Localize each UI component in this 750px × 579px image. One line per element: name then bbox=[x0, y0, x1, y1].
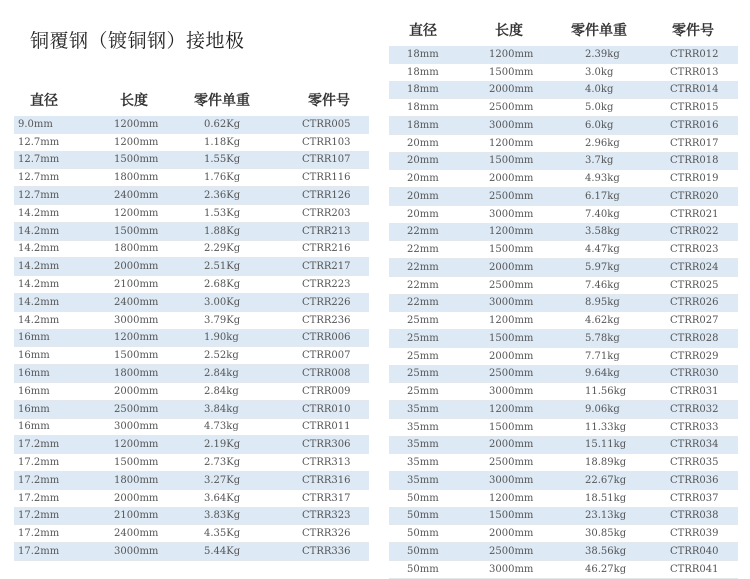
cell-diameter: 14.2mm bbox=[18, 296, 60, 308]
cell-diameter: 50mm bbox=[407, 492, 439, 504]
table-row bbox=[389, 383, 738, 401]
cell-diameter: 18mm bbox=[407, 119, 439, 131]
cell-weight: 4.47kg bbox=[585, 244, 620, 256]
cell-diameter: 14.2mm bbox=[18, 314, 60, 326]
cell-weight: 1.53Kg bbox=[204, 207, 241, 219]
table-row bbox=[389, 543, 738, 561]
cell-weight: 7.40kg bbox=[585, 208, 620, 220]
cell-length: 1200mm bbox=[114, 332, 159, 344]
cell-weight: 2.36Kg bbox=[204, 190, 241, 202]
cell-weight: 2.73Kg bbox=[204, 457, 241, 469]
cell-part-number: CTRR008 bbox=[302, 368, 351, 380]
cell-part-number: CTRR017 bbox=[670, 137, 719, 149]
cell-part-number: CTRR323 bbox=[302, 510, 351, 522]
table-row bbox=[389, 188, 738, 206]
cell-weight: 11.56kg bbox=[585, 386, 627, 398]
cell-part-number: CTRR223 bbox=[302, 279, 351, 291]
table-body bbox=[389, 46, 738, 579]
cell-diameter: 17.2mm bbox=[18, 546, 60, 558]
cell-diameter: 17.2mm bbox=[18, 492, 60, 504]
cell-part-number: CTRR013 bbox=[670, 66, 719, 78]
cell-diameter: 25mm bbox=[407, 315, 439, 327]
cell-weight: 2.51Kg bbox=[204, 261, 241, 273]
table-row bbox=[389, 348, 738, 366]
cell-diameter: 50mm bbox=[407, 528, 439, 540]
table-row bbox=[14, 134, 369, 152]
cell-weight: 2.68Kg bbox=[204, 279, 241, 291]
cell-length: 2000mm bbox=[489, 84, 534, 96]
cell-length: 2500mm bbox=[489, 279, 534, 291]
cell-diameter: 14.2mm bbox=[18, 207, 60, 219]
cell-part-number: CTRR021 bbox=[670, 208, 719, 220]
header-part-number: 零件号 bbox=[672, 23, 714, 39]
cell-diameter: 22mm bbox=[407, 261, 439, 273]
cell-length: 1500mm bbox=[114, 154, 159, 166]
cell-weight: 3.84kg bbox=[204, 403, 239, 415]
cell-weight: 4.0kg bbox=[585, 84, 614, 96]
table-row bbox=[14, 365, 369, 383]
cell-part-number: CTRR034 bbox=[670, 439, 719, 451]
cell-length: 2500mm bbox=[489, 190, 534, 202]
table-row bbox=[389, 490, 738, 508]
cell-length: 2000mm bbox=[489, 439, 534, 451]
table-row bbox=[389, 312, 738, 330]
cell-part-number: CTRR213 bbox=[302, 225, 351, 237]
cell-diameter: 16mm bbox=[18, 403, 50, 415]
cell-part-number: CTRR015 bbox=[670, 102, 719, 114]
cell-part-number: CTRR007 bbox=[302, 350, 351, 362]
cell-length: 1200mm bbox=[114, 136, 159, 148]
table-row bbox=[14, 276, 369, 294]
cell-diameter: 22mm bbox=[407, 226, 439, 238]
cell-length: 2400mm bbox=[114, 190, 159, 202]
table-row bbox=[389, 401, 738, 419]
cell-length: 2000mm bbox=[114, 261, 159, 273]
cell-length: 1200mm bbox=[489, 403, 534, 415]
table-row bbox=[389, 437, 738, 455]
table-body bbox=[14, 116, 369, 561]
cell-diameter: 17.2mm bbox=[18, 528, 60, 540]
table-row bbox=[389, 295, 738, 313]
cell-part-number: CTRR316 bbox=[302, 474, 351, 486]
cell-length: 1800mm bbox=[114, 243, 159, 255]
cell-weight: 18.89kg bbox=[585, 457, 627, 469]
cell-part-number: CTRR038 bbox=[670, 510, 719, 522]
cell-weight: 4.62kg bbox=[585, 315, 620, 327]
cell-part-number: CTRR203 bbox=[302, 207, 351, 219]
cell-diameter: 17.2mm bbox=[18, 510, 60, 522]
cell-diameter: 12.7mm bbox=[18, 172, 60, 184]
cell-length: 2500mm bbox=[489, 457, 534, 469]
cell-weight: 3.58kg bbox=[585, 226, 620, 238]
page-title: 铜覆钢（镀铜钢）接地极 bbox=[30, 30, 245, 52]
cell-weight: 3.00Kg bbox=[204, 296, 241, 308]
cell-diameter: 25mm bbox=[407, 386, 439, 398]
cell-diameter: 14.2mm bbox=[18, 243, 60, 255]
cell-diameter: 16mm bbox=[18, 421, 50, 433]
cell-part-number: CTRR009 bbox=[302, 385, 351, 397]
table-row bbox=[14, 169, 369, 187]
cell-length: 3000mm bbox=[489, 119, 534, 131]
cell-weight: 2.39kg bbox=[585, 48, 620, 60]
cell-part-number: CTRR020 bbox=[670, 190, 719, 202]
cell-weight: 5.97kg bbox=[585, 261, 620, 273]
cell-diameter: 35mm bbox=[407, 403, 439, 415]
cell-weight: 2.29Kg bbox=[204, 243, 241, 255]
cell-diameter: 16mm bbox=[18, 332, 50, 344]
cell-diameter: 35mm bbox=[407, 421, 439, 433]
cell-weight: 15.11kg bbox=[585, 439, 627, 451]
header-part-number: 零件号 bbox=[308, 93, 350, 109]
table-row bbox=[14, 490, 369, 508]
cell-weight: 3.27Kg bbox=[204, 474, 241, 486]
cell-part-number: CTRR028 bbox=[670, 332, 719, 344]
cell-length: 2400mm bbox=[114, 528, 159, 540]
cell-weight: 46.27kg bbox=[585, 563, 627, 575]
cell-diameter: 50mm bbox=[407, 510, 439, 522]
cell-weight: 7.71kg bbox=[585, 350, 620, 362]
cell-diameter: 14.2mm bbox=[18, 225, 60, 237]
cell-diameter: 18mm bbox=[407, 48, 439, 60]
table-header bbox=[389, 14, 738, 46]
cell-part-number: CTRR019 bbox=[670, 173, 719, 185]
cell-length: 2000mm bbox=[489, 528, 534, 540]
cell-part-number: CTRR116 bbox=[302, 172, 351, 184]
cell-weight: 5.44Kg bbox=[204, 546, 241, 558]
cell-part-number: CTRR018 bbox=[670, 155, 719, 167]
cell-length: 1800mm bbox=[114, 172, 159, 184]
cell-length: 1500mm bbox=[114, 225, 159, 237]
table-row bbox=[389, 472, 738, 490]
cell-diameter: 16mm bbox=[18, 350, 50, 362]
table-row bbox=[14, 454, 369, 472]
cell-part-number: CTRR006 bbox=[302, 332, 351, 344]
cell-diameter: 17.2mm bbox=[18, 474, 60, 486]
table-row bbox=[14, 241, 369, 259]
table-header bbox=[14, 84, 369, 116]
cell-weight: 5.78kg bbox=[585, 332, 620, 344]
cell-length: 2500mm bbox=[114, 403, 159, 415]
table-row bbox=[389, 170, 738, 188]
cell-part-number: CTRR016 bbox=[670, 119, 719, 131]
table-row bbox=[14, 152, 369, 170]
cell-part-number: CTRR317 bbox=[302, 492, 351, 504]
cell-part-number: CTRR032 bbox=[670, 403, 719, 415]
cell-diameter: 20mm bbox=[407, 173, 439, 185]
cell-length: 3000mm bbox=[114, 421, 159, 433]
table-row bbox=[14, 347, 369, 365]
cell-length: 1200mm bbox=[489, 137, 534, 149]
cell-weight: 30.85kg bbox=[585, 528, 627, 540]
cell-length: 1500mm bbox=[489, 66, 534, 78]
cell-diameter: 25mm bbox=[407, 350, 439, 362]
table-row bbox=[14, 187, 369, 205]
cell-weight: 5.0kg bbox=[585, 102, 614, 114]
cell-weight: 2.19Kg bbox=[204, 439, 241, 451]
cell-part-number: CTRR010 bbox=[302, 403, 351, 415]
table-row bbox=[14, 543, 369, 561]
cell-length: 1200mm bbox=[114, 439, 159, 451]
header-diameter: 直径 bbox=[30, 93, 58, 109]
cell-diameter: 14.2mm bbox=[18, 279, 60, 291]
cell-diameter: 12.7mm bbox=[18, 136, 60, 148]
cell-diameter: 25mm bbox=[407, 332, 439, 344]
cell-weight: 1.76Kg bbox=[204, 172, 241, 184]
cell-weight: 4.73kg bbox=[204, 421, 239, 433]
cell-weight: 18.51kg bbox=[585, 492, 627, 504]
cell-part-number: CTRR103 bbox=[302, 136, 351, 148]
cell-length: 1500mm bbox=[489, 332, 534, 344]
table-row bbox=[14, 472, 369, 490]
cell-weight: 3.0kg bbox=[585, 66, 614, 78]
cell-length: 1200mm bbox=[114, 207, 159, 219]
cell-diameter: 20mm bbox=[407, 155, 439, 167]
table-row bbox=[389, 64, 738, 82]
cell-weight: 7.46kg bbox=[585, 279, 620, 291]
table-row bbox=[389, 454, 738, 472]
cell-part-number: CTRR012 bbox=[670, 48, 719, 60]
cell-part-number: CTRR236 bbox=[302, 314, 351, 326]
table-row bbox=[14, 116, 369, 134]
table-row bbox=[389, 241, 738, 259]
cell-part-number: CTRR027 bbox=[670, 315, 719, 327]
cell-length: 3000mm bbox=[489, 563, 534, 575]
table-row bbox=[389, 153, 738, 171]
cell-length: 3000mm bbox=[114, 546, 159, 558]
cell-length: 1800mm bbox=[114, 474, 159, 486]
table-row bbox=[14, 508, 369, 526]
table-row bbox=[389, 135, 738, 153]
cell-part-number: CTRR022 bbox=[670, 226, 719, 238]
table-row bbox=[14, 419, 369, 437]
cell-length: 2000mm bbox=[114, 492, 159, 504]
cell-part-number: CTRR031 bbox=[670, 386, 719, 398]
cell-diameter: 22mm bbox=[407, 279, 439, 291]
table-row bbox=[14, 205, 369, 223]
cell-diameter: 35mm bbox=[407, 474, 439, 486]
cell-weight: 1.18Kg bbox=[204, 136, 241, 148]
cell-length: 2400mm bbox=[114, 296, 159, 308]
cell-part-number: CTRR023 bbox=[670, 244, 719, 256]
cell-length: 1800mm bbox=[114, 368, 159, 380]
table-row bbox=[389, 259, 738, 277]
cell-weight: 3.83Kg bbox=[204, 510, 241, 522]
cell-weight: 8.95kg bbox=[585, 297, 620, 309]
cell-diameter: 25mm bbox=[407, 368, 439, 380]
cell-weight: 2.84kg bbox=[204, 385, 239, 397]
cell-length: 3000mm bbox=[489, 297, 534, 309]
cell-part-number: CTRR226 bbox=[302, 296, 351, 308]
table-row bbox=[389, 330, 738, 348]
table-row bbox=[14, 312, 369, 330]
table-row bbox=[389, 561, 738, 579]
cell-diameter: 50mm bbox=[407, 545, 439, 557]
cell-weight: 2.52kg bbox=[204, 350, 239, 362]
cell-part-number: CTRR041 bbox=[670, 563, 719, 575]
cell-length: 1200mm bbox=[114, 118, 159, 130]
cell-diameter: 12.7mm bbox=[18, 190, 60, 202]
cell-diameter: 35mm bbox=[407, 457, 439, 469]
cell-length: 1500mm bbox=[489, 421, 534, 433]
cell-length: 1200mm bbox=[489, 492, 534, 504]
cell-weight: 9.64kg bbox=[585, 368, 620, 380]
cell-length: 3000mm bbox=[114, 314, 159, 326]
cell-diameter: 14.2mm bbox=[18, 261, 60, 273]
cell-weight: 3.7kg bbox=[585, 155, 614, 167]
cell-weight: 1.88Kg bbox=[204, 225, 241, 237]
cell-weight: 11.33kg bbox=[585, 421, 627, 433]
table-row bbox=[389, 99, 738, 117]
cell-length: 1500mm bbox=[114, 350, 159, 362]
table-row bbox=[14, 223, 369, 241]
cell-diameter: 18mm bbox=[407, 66, 439, 78]
cell-diameter: 20mm bbox=[407, 190, 439, 202]
table-row bbox=[389, 224, 738, 242]
spec-table-left bbox=[14, 84, 369, 561]
cell-length: 3000mm bbox=[489, 474, 534, 486]
cell-weight: 4.93kg bbox=[585, 173, 620, 185]
cell-part-number: CTRR040 bbox=[670, 545, 719, 557]
table-row bbox=[14, 294, 369, 312]
cell-weight: 6.0kg bbox=[585, 119, 614, 131]
cell-diameter: 35mm bbox=[407, 439, 439, 451]
cell-diameter: 16mm bbox=[18, 368, 50, 380]
cell-part-number: CTRR126 bbox=[302, 190, 351, 202]
cell-diameter: 16mm bbox=[18, 385, 50, 397]
cell-part-number: CTRR033 bbox=[670, 421, 719, 433]
table-row bbox=[14, 383, 369, 401]
cell-length: 1200mm bbox=[489, 226, 534, 238]
cell-diameter: 18mm bbox=[407, 84, 439, 96]
table-row bbox=[389, 82, 738, 100]
cell-weight: 3.79Kg bbox=[204, 314, 241, 326]
cell-part-number: CTRR326 bbox=[302, 528, 351, 540]
cell-part-number: CTRR336 bbox=[302, 546, 351, 558]
cell-part-number: CTRR011 bbox=[302, 421, 351, 433]
cell-part-number: CTRR014 bbox=[670, 84, 719, 96]
cell-weight: 4.35Kg bbox=[204, 528, 241, 540]
table-row bbox=[389, 206, 738, 224]
cell-length: 1500mm bbox=[489, 155, 534, 167]
table-row bbox=[389, 419, 738, 437]
cell-length: 2100mm bbox=[114, 279, 159, 291]
table-row bbox=[389, 277, 738, 295]
cell-weight: 2.84kg bbox=[204, 368, 239, 380]
table-row bbox=[389, 525, 738, 543]
cell-weight: 22.67kg bbox=[585, 474, 627, 486]
cell-length: 1500mm bbox=[114, 457, 159, 469]
cell-length: 2000mm bbox=[489, 173, 534, 185]
cell-length: 3000mm bbox=[489, 386, 534, 398]
cell-diameter: 17.2mm bbox=[18, 439, 60, 451]
cell-part-number: CTRR035 bbox=[670, 457, 719, 469]
cell-part-number: CTRR005 bbox=[302, 118, 351, 130]
cell-weight: 3.64Kg bbox=[204, 492, 241, 504]
cell-weight: 2.96kg bbox=[585, 137, 620, 149]
cell-length: 2500mm bbox=[489, 545, 534, 557]
cell-weight: 1.90kg bbox=[204, 332, 239, 344]
header-weight: 零件单重 bbox=[571, 23, 627, 39]
cell-part-number: CTRR313 bbox=[302, 457, 351, 469]
cell-weight: 0.62Kg bbox=[204, 118, 241, 130]
header-length: 长度 bbox=[120, 93, 148, 109]
table-row bbox=[389, 508, 738, 526]
table-row bbox=[14, 258, 369, 276]
cell-length: 2500mm bbox=[489, 368, 534, 380]
cell-part-number: CTRR029 bbox=[670, 350, 719, 362]
cell-part-number: CTRR216 bbox=[302, 243, 351, 255]
table-row bbox=[14, 401, 369, 419]
cell-weight: 38.56kg bbox=[585, 545, 627, 557]
cell-weight: 9.06kg bbox=[585, 403, 620, 415]
cell-part-number: CTRR024 bbox=[670, 261, 719, 273]
cell-diameter: 9.0mm bbox=[18, 118, 53, 130]
cell-part-number: CTRR030 bbox=[670, 368, 719, 380]
table-row bbox=[14, 330, 369, 348]
cell-part-number: CTRR039 bbox=[670, 528, 719, 540]
cell-diameter: 22mm bbox=[407, 297, 439, 309]
cell-length: 1500mm bbox=[489, 510, 534, 522]
cell-length: 2100mm bbox=[114, 510, 159, 522]
table-row bbox=[389, 117, 738, 135]
cell-length: 2000mm bbox=[114, 385, 159, 397]
cell-diameter: 17.2mm bbox=[18, 457, 60, 469]
table-row bbox=[389, 366, 738, 384]
cell-diameter: 22mm bbox=[407, 244, 439, 256]
cell-length: 2000mm bbox=[489, 261, 534, 273]
header-diameter: 直径 bbox=[409, 23, 437, 39]
cell-part-number: CTRR306 bbox=[302, 439, 351, 451]
cell-weight: 23.13kg bbox=[585, 510, 627, 522]
cell-diameter: 12.7mm bbox=[18, 154, 60, 166]
cell-weight: 1.55Kg bbox=[204, 154, 241, 166]
cell-diameter: 20mm bbox=[407, 208, 439, 220]
cell-length: 1200mm bbox=[489, 315, 534, 327]
spec-table-right bbox=[389, 14, 738, 579]
table-row bbox=[14, 525, 369, 543]
cell-length: 2000mm bbox=[489, 350, 534, 362]
cell-part-number: CTRR217 bbox=[302, 261, 351, 273]
cell-length: 1200mm bbox=[489, 48, 534, 60]
cell-length: 2500mm bbox=[489, 102, 534, 114]
table-row bbox=[389, 46, 738, 64]
header-length: 长度 bbox=[495, 23, 523, 39]
cell-part-number: CTRR037 bbox=[670, 492, 719, 504]
cell-part-number: CTRR026 bbox=[670, 297, 719, 309]
table-row bbox=[14, 436, 369, 454]
header-weight: 零件单重 bbox=[194, 93, 250, 109]
cell-diameter: 20mm bbox=[407, 137, 439, 149]
cell-diameter: 18mm bbox=[407, 102, 439, 114]
cell-length: 1500mm bbox=[489, 244, 534, 256]
cell-part-number: CTRR107 bbox=[302, 154, 351, 166]
cell-length: 3000mm bbox=[489, 208, 534, 220]
cell-diameter: 50mm bbox=[407, 563, 439, 575]
cell-part-number: CTRR036 bbox=[670, 474, 719, 486]
cell-weight: 6.17kg bbox=[585, 190, 620, 202]
cell-part-number: CTRR025 bbox=[670, 279, 719, 291]
